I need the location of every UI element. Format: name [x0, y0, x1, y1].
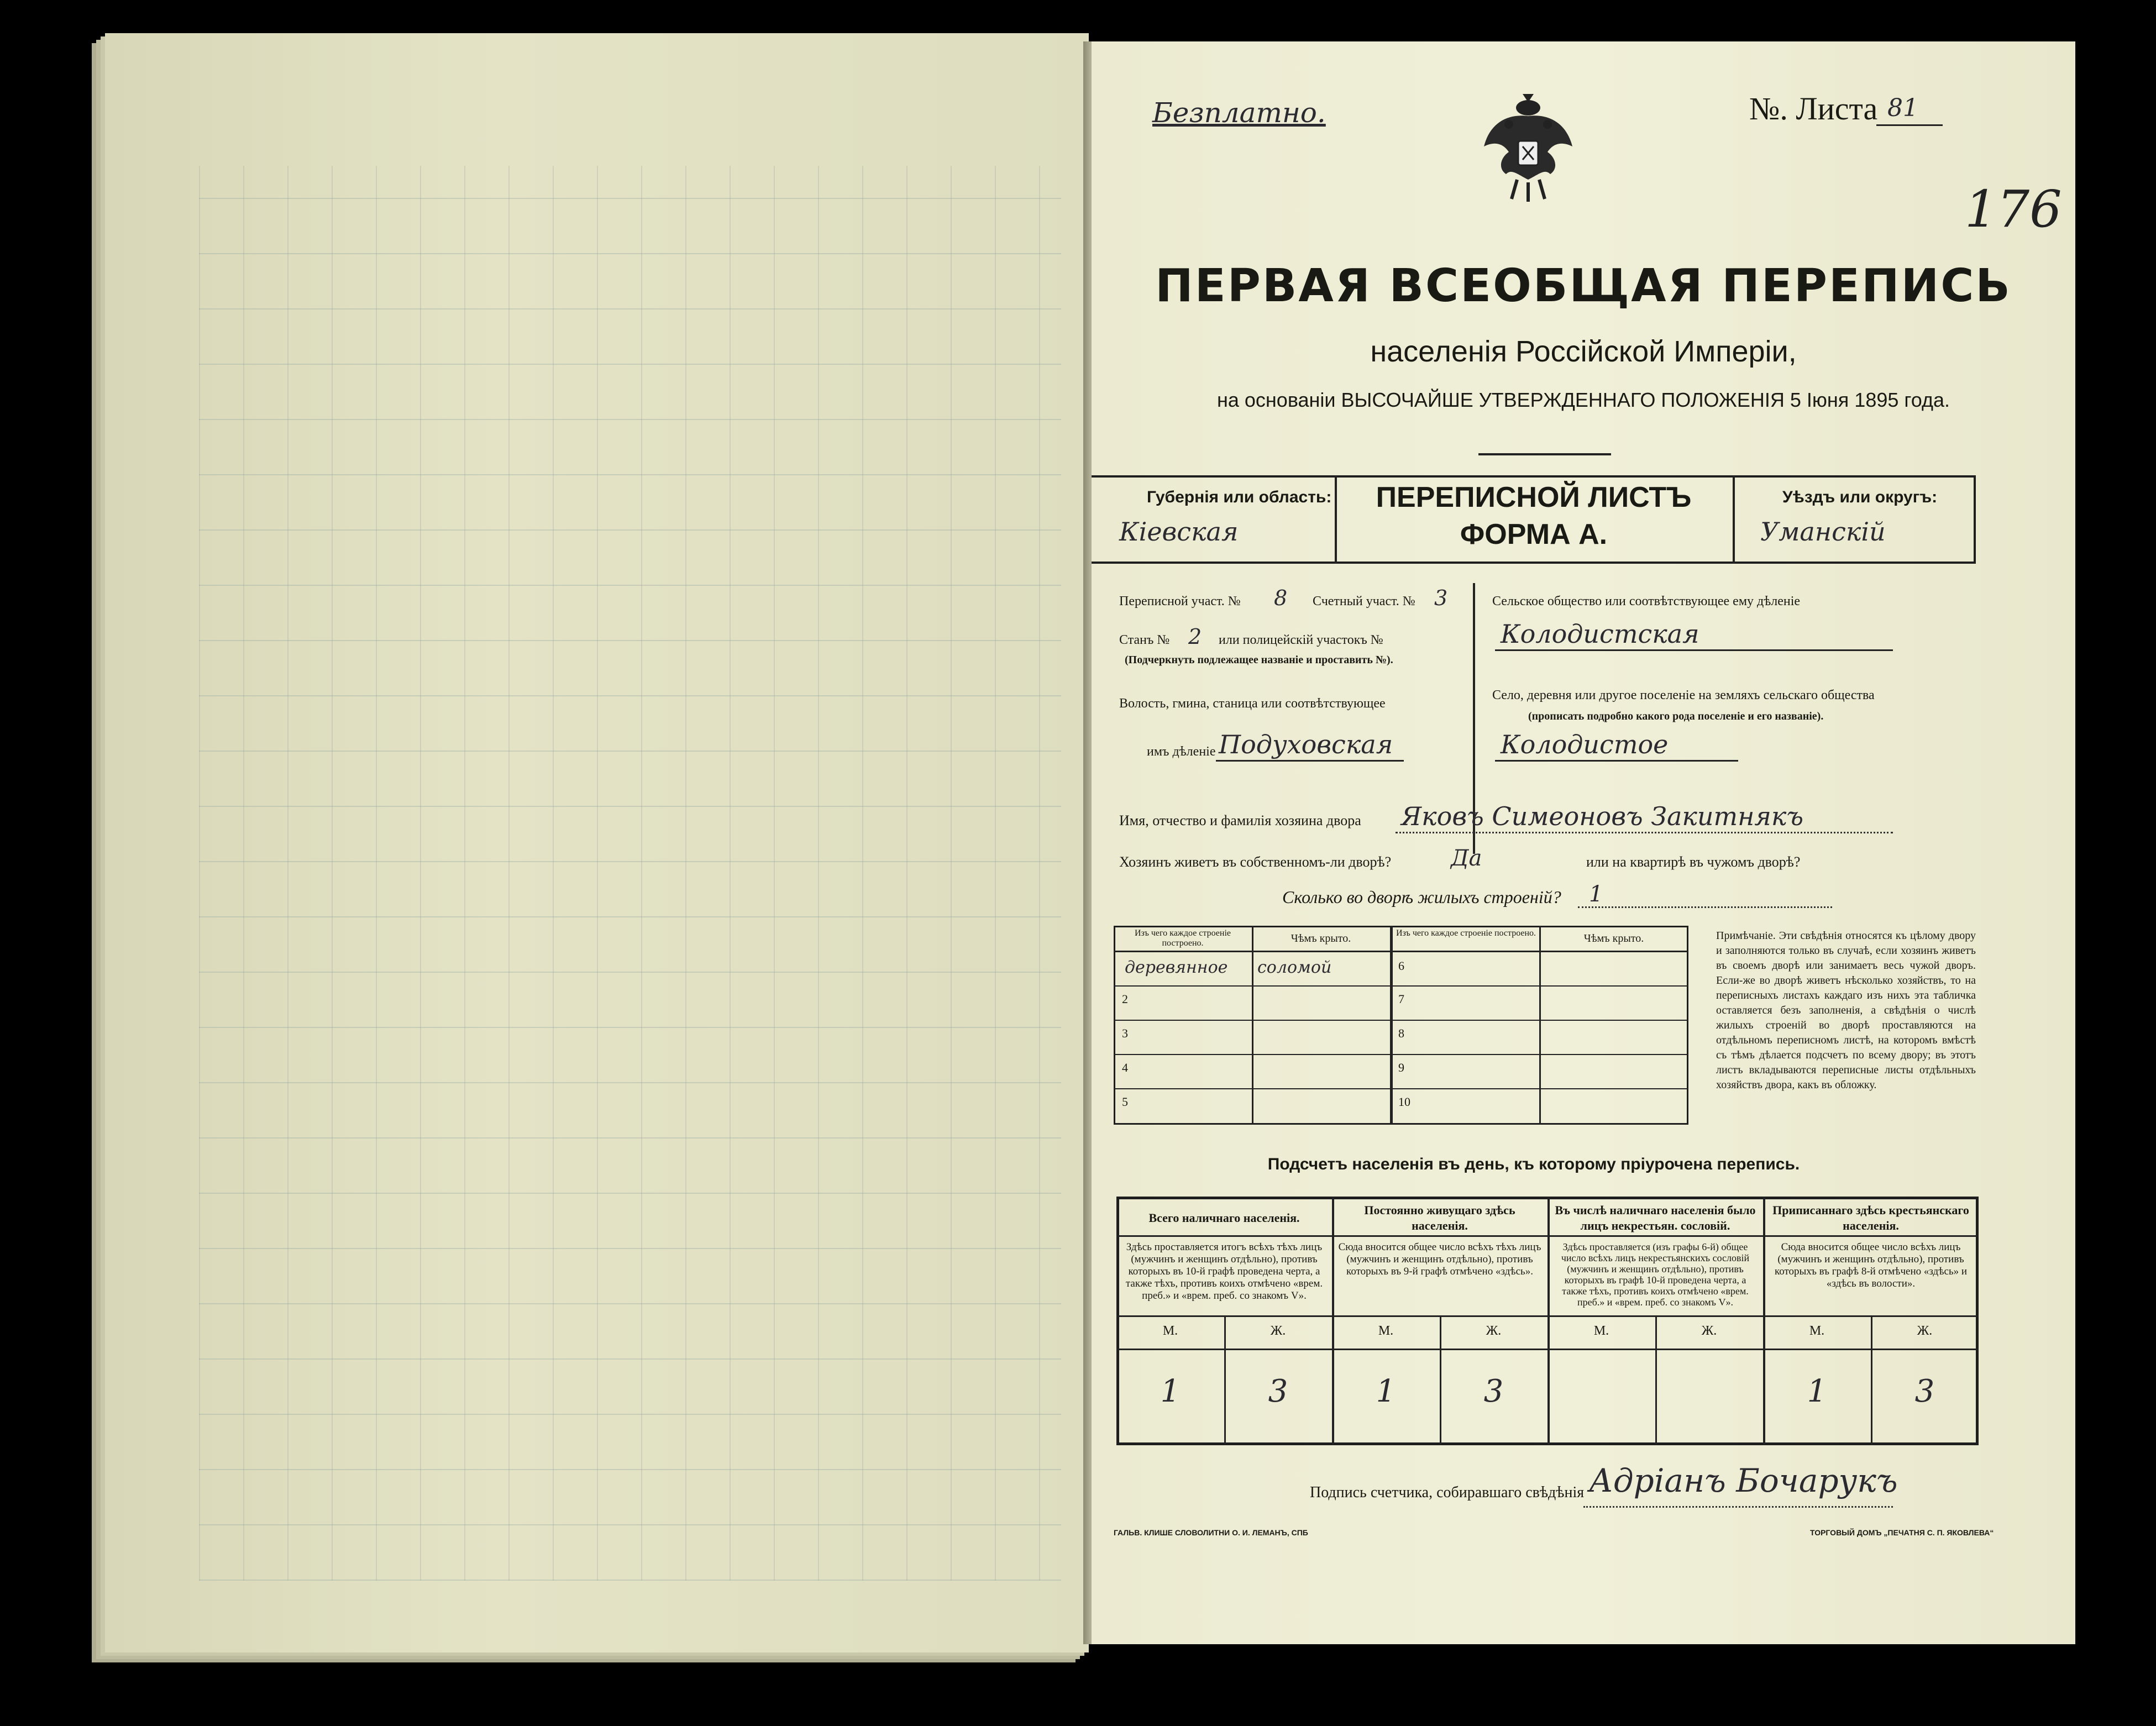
population-group-3-header: Въ числѣ наличнаго населенія было лицъ некрестьян. сословій.: [1555, 1203, 1756, 1232]
village-note: (прописать подробно какого рода поселеніе и его названіе).: [1528, 710, 1824, 722]
female-label: Ж.: [1270, 1324, 1286, 1338]
uezd-value: Уманскій: [1760, 517, 1886, 547]
building-row-num: 2: [1122, 992, 1128, 1006]
census-basis: на основаніи ВЫСОЧАЙШЕ УТВЕРЖДЕННАГО ПОЛОЖЕНІЯ 5 Іюня 1895 года.: [1216, 389, 1950, 411]
population-group-3-desc: Здѣсь проставляется (изъ графы 6-й) общее число всѣхъ лицъ некрестьянскихъ сословій (мужчинъ и женщинъ отдѣльно), противъ которыхъ въ графѣ 10-й проведена черта, а также тѣхъ, противъ коихъ отмѣчено «врем. преб.» и «врем. преб. со знакомъ V».: [1561, 1241, 1750, 1308]
sheet-number-value: 81: [1887, 94, 1918, 122]
police-uchastok-label: или полицейскій участокъ №: [1219, 633, 1383, 647]
male-label: М.: [1378, 1324, 1394, 1338]
form-subtitle: ФОРМА А.: [1460, 518, 1608, 550]
buildings-col-roof: Чѣмъ крыто.: [1291, 932, 1351, 945]
ornament-divider: [1478, 453, 1611, 455]
guberniya-value: Кіевская: [1119, 517, 1239, 547]
buildings-col-material-2: Изъ чего каждое строеніе построено.: [1396, 928, 1536, 938]
population-group-4-desc: Сюда вносится общее число всѣхъ лицъ (мужчинъ и женщинъ отдѣльно), противъ которыхъ въ графѣ 8-й отмѣчено «здѣсь» и «здѣсь въ волости».: [1774, 1241, 1968, 1289]
population-group-1-desc: Здѣсь проставляется итогъ всѣхъ тѣхъ лицъ (мужчинъ и женщинъ отдѣльно), противъ которыхъ въ 10-й графѣ проведена черта, а также тѣхъ, противъ коихъ отмѣчено «врем. преб.» и «врем. преб. со знакомъ V».: [1125, 1241, 1323, 1302]
owner-value: Яковъ Симеоновъ Закитнякъ: [1401, 801, 1803, 831]
building-row-num: 5: [1122, 1095, 1128, 1109]
population-group-2-header: Постоянно живущаго здѣсь населенія.: [1364, 1203, 1515, 1232]
sheet-number-label: №. Листа: [1749, 91, 1878, 127]
male-label: М.: [1162, 1324, 1178, 1338]
female-label: Ж.: [1701, 1324, 1717, 1338]
population-group-4-header: Приписаннаго здѣсь крестьянскаго населенія.: [1772, 1203, 1969, 1232]
building-row-1-material: деревянное: [1125, 958, 1228, 977]
lives-in-own-yard-value: Да: [1451, 846, 1482, 871]
society-value: Колодистская: [1501, 619, 1699, 649]
buildings-count-value: 1: [1589, 882, 1603, 907]
left-page-faint-grid: [199, 166, 1061, 1581]
imperial-eagle-emblem: [1478, 91, 1578, 207]
building-row-num: 8: [1398, 1026, 1404, 1040]
schetny-uchastok-value: 3: [1434, 586, 1448, 610]
male-label: М.: [1809, 1324, 1825, 1338]
building-row-1-roof: соломой: [1257, 958, 1332, 977]
schetny-uchastok-label: Счетный участ. №: [1313, 594, 1415, 608]
population-group-4-male: 1: [1807, 1373, 1827, 1409]
volost-label-2: имъ дѣленіе: [1147, 744, 1216, 759]
volost-label: Волость, гмина, станица или соотвѣтствующее: [1119, 696, 1386, 711]
form-title: ПЕРЕПИСНОЙ ЛИСТЪ: [1376, 481, 1692, 513]
buildings-col-roof-2: Чѣмъ крыто.: [1583, 932, 1644, 945]
building-row-num: 3: [1122, 1026, 1128, 1040]
uezd-label: Уѣздъ или округъ:: [1782, 488, 1938, 506]
apartment-label: или на квартирѣ въ чужомъ дворѣ?: [1586, 854, 1801, 870]
population-group-1-header: Всего наличнаго населенія.: [1148, 1211, 1300, 1225]
perepisnoy-uchastok-value: 8: [1274, 586, 1288, 610]
male-label: М.: [1593, 1324, 1609, 1338]
census-subtitle: населенія Россійской Имперіи,: [1370, 335, 1797, 368]
building-row-num: 10: [1398, 1095, 1410, 1109]
society-label: Сельское общество или соотвѣтствующее ему дѣленіе: [1492, 594, 1801, 608]
building-row-num: 4: [1122, 1061, 1128, 1074]
signature-label: Подпись счетчика, собиравшаго свѣдѣнія: [1310, 1484, 1585, 1501]
population-group-2-desc: Сюда вносится общее число всѣхъ тѣхъ лицъ (мужчинъ и женщинъ отдѣльно), противъ которыхъ въ 9-й графѣ отмѣчено «здѣсь».: [1338, 1241, 1541, 1277]
volost-value: Подуховская: [1219, 730, 1393, 759]
archive-stamp-number: 176: [1965, 180, 2062, 239]
female-label: Ж.: [1917, 1324, 1933, 1338]
buildings-count-label: Сколько во дворѣ жилыхъ строеній?: [1282, 887, 1561, 907]
building-row-num: 6: [1398, 959, 1404, 973]
stan-note: (Подчеркнуть подлежащее названіе и проставить №).: [1125, 654, 1393, 666]
population-group-4-female: 3: [1914, 1373, 1935, 1409]
population-group-1-female: 3: [1268, 1373, 1288, 1409]
perepisnoy-uchastok-label: Переписной участ. №: [1119, 594, 1241, 608]
stan-value: 2: [1188, 625, 1202, 649]
printer-left: ГАЛЬВ. КЛИШЕ СЛОВОЛИТНИ О. И. ЛЕМАНЪ, СПБ: [1114, 1528, 1308, 1537]
census-title: ПЕРВАЯ ВСЕОБЩАЯ ПЕРЕПИСЬ: [1155, 260, 2012, 312]
printer-right: ТОРГОВЫЙ ДОМЪ „ПЕЧАТНЯ С. П. ЯКОВЛЕВА“: [1810, 1528, 1994, 1537]
guberniya-label: Губернія или область:: [1147, 488, 1332, 506]
village-label: Село, деревня или другое поселеніе на земляхъ сельскаго общества: [1492, 688, 1875, 702]
stan-label: Станъ №: [1119, 633, 1170, 647]
building-row-num: 9: [1398, 1061, 1404, 1074]
population-title: Подсчетъ населенія въ день, къ которому пріурочена перепись.: [1267, 1155, 1800, 1173]
population-group-2-female: 3: [1483, 1373, 1504, 1409]
free-label: Безплатно.: [1152, 97, 1326, 129]
owner-label: Имя, отчество и фамилія хозяина двора: [1119, 812, 1361, 828]
village-value: Колодистое: [1501, 730, 1669, 759]
building-row-num: 7: [1398, 992, 1404, 1006]
female-label: Ж.: [1486, 1324, 1502, 1338]
buildings-note: Примѣчаніе. Эти свѣдѣнія относятся къ цѣлому двору и заполняются только въ случаѣ, если хозяинъ живетъ въ своемъ дворѣ или занимаетъ весь чужой дворъ. Если-же во дворѣ живетъ нѣсколько хозяйствъ, то на переписныхъ листахъ каждаго изъ нихъ эта табличка оставляется безъ заполненія, а свѣдѣнія о числѣ жилыхъ строеній во дворѣ проставляются на отдѣльномъ переписномъ листѣ, на которомъ вмѣстѣ съ тѣмъ дѣлается подсчетъ по всему двору; въ этотъ листъ вкладываются переписные листы отдѣльныхъ хозяйствъ двора, какъ въ обложку.: [1716, 930, 1976, 1091]
population-group-2-male: 1: [1376, 1373, 1396, 1409]
buildings-col-material: Изъ чего каждое строеніе построено.: [1134, 928, 1231, 948]
lives-in-own-yard-label: Хозяинъ живетъ въ собственномъ-ли дворѣ?: [1119, 854, 1392, 870]
census-form-page: [1092, 41, 2075, 1644]
population-group-1-male: 1: [1160, 1373, 1181, 1409]
enumerator-signature: Адріанъ Бочарукъ: [1589, 1462, 1898, 1499]
